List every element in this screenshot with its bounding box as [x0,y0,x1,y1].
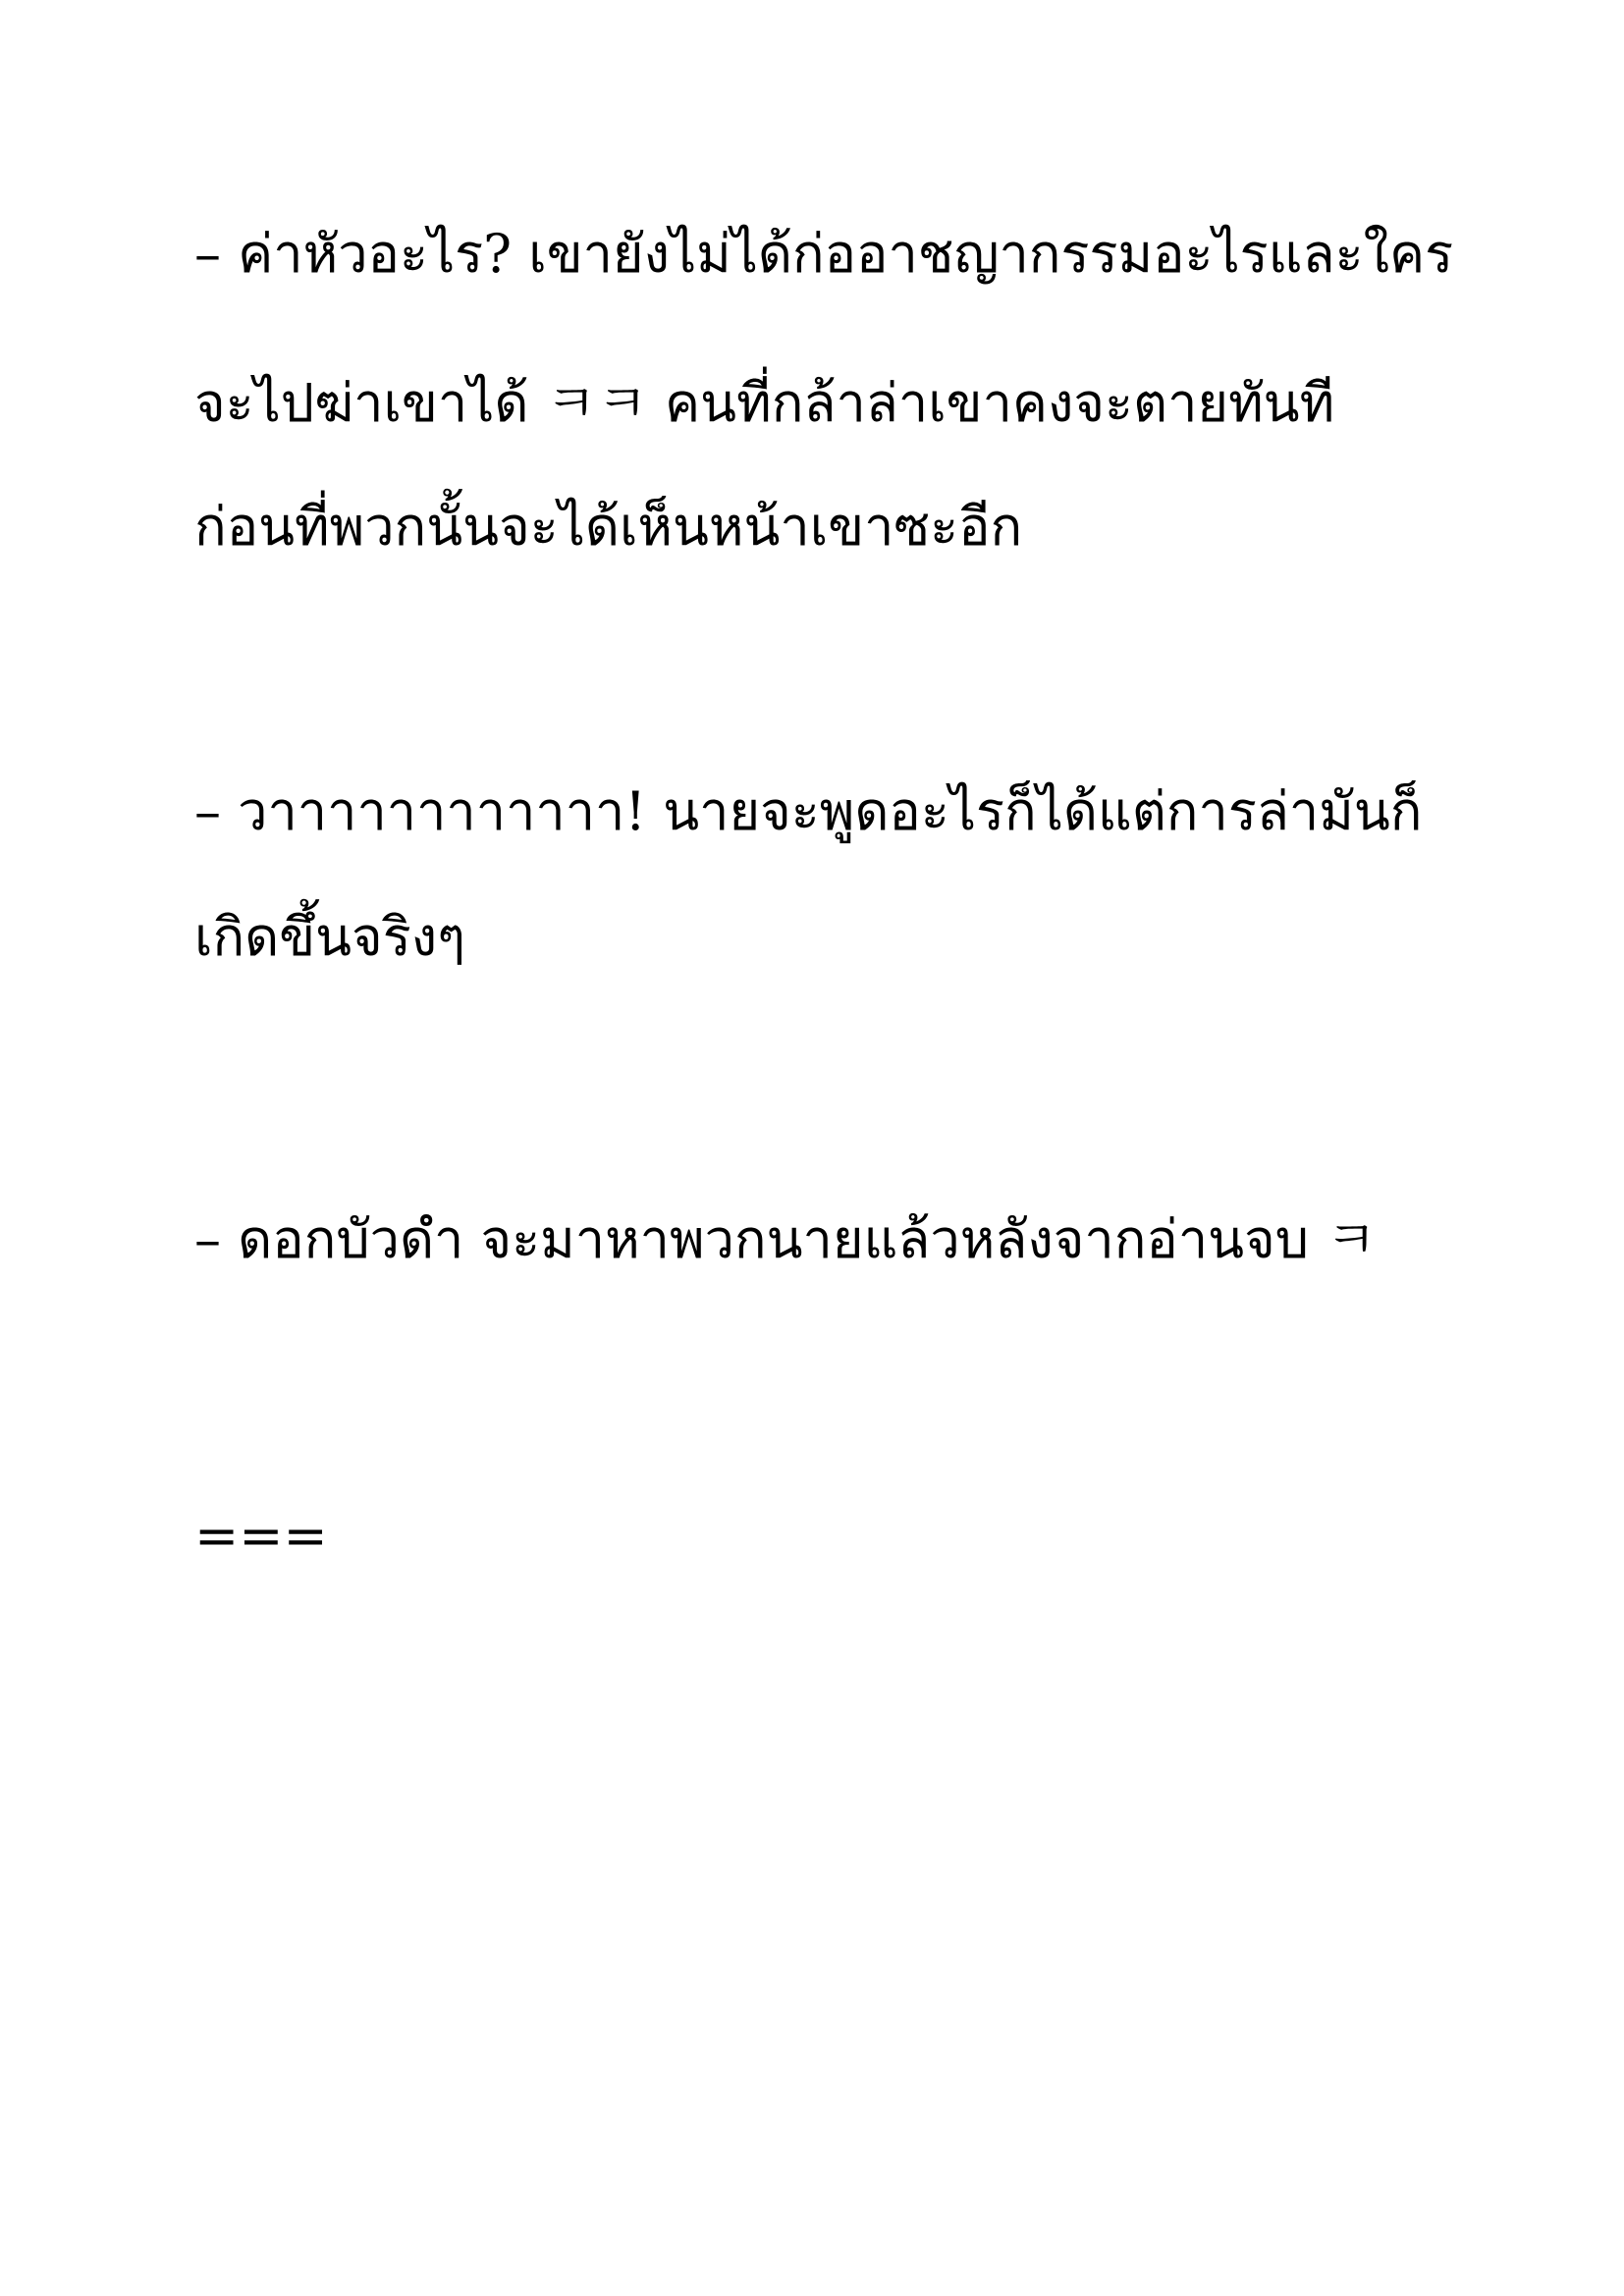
paragraph-2-line-1: – วาาาาาาาาาาาา! นายจะพูดอะไรก็ได้แต่การล่ามันก็ [194,780,1423,842]
paragraph-1-line-1: – ค่าหัวอะไร? เขายังไม่ได้ก่ออาชญากรรมอะไรและใคร [194,223,1454,285]
paragraph-3-line-1: – ดอกบัวดำ จะมาหาพวกนายแล้วหลังจากอ่านจบ ㅋ [194,1208,1378,1270]
paragraph-2-line-2: เกิดขึ้นจริงๆ [194,906,466,968]
paragraph-1-line-2: จะไปฆ่าเขาได้ ㅋㅋ คนที่กล้าล่าเขาคงจะตายทันที [194,372,1335,434]
section-separator: === [194,1505,328,1567]
paragraph-1-line-3: ก่อนที่พวกนั้นจะได้เห็นหน้าเขาซะอีก [194,496,1023,558]
